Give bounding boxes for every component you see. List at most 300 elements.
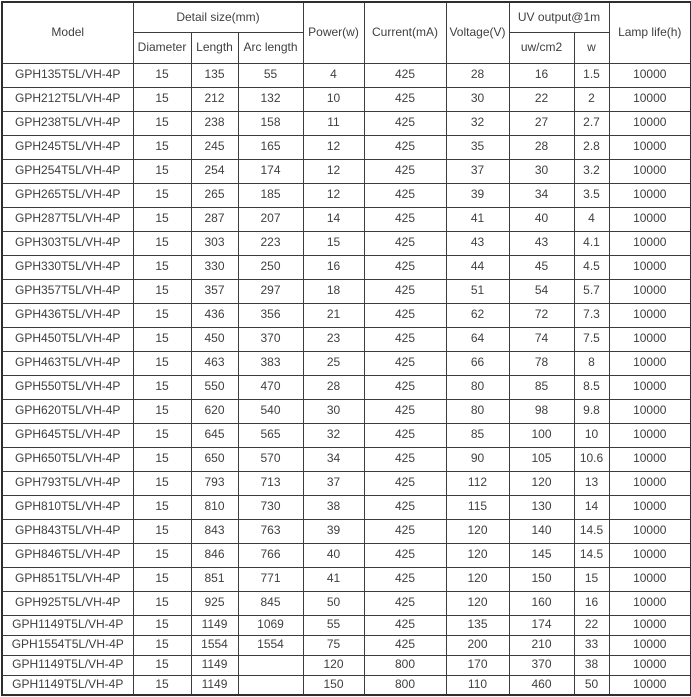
- value-cell: 16: [574, 591, 609, 615]
- value-cell: 132: [238, 87, 303, 111]
- value-cell: 15: [133, 567, 191, 591]
- value-cell: 55: [238, 63, 303, 87]
- value-cell: 925: [191, 591, 238, 615]
- value-cell: 425: [364, 447, 446, 471]
- value-cell: 18: [303, 279, 364, 303]
- value-cell: 425: [364, 279, 446, 303]
- value-cell: 112: [446, 471, 509, 495]
- value-cell: 74: [509, 327, 574, 351]
- value-cell: 15: [133, 207, 191, 231]
- value-cell: 9.8: [574, 399, 609, 423]
- value-cell: 10000: [609, 279, 691, 303]
- value-cell: 22: [509, 87, 574, 111]
- value-cell: 843: [191, 519, 238, 543]
- value-cell: 10000: [609, 159, 691, 183]
- value-cell: 15: [133, 615, 191, 635]
- table-row: [2, 375, 691, 399]
- value-cell: 37: [446, 159, 509, 183]
- value-cell: 15: [133, 135, 191, 159]
- value-cell: 72: [509, 303, 574, 327]
- value-cell: 5.7: [574, 279, 609, 303]
- value-cell: 30: [303, 399, 364, 423]
- value-cell: 32: [303, 423, 364, 447]
- model-cell: GPH463T5L/VH-4P: [2, 351, 133, 375]
- value-cell: 120: [303, 655, 364, 675]
- value-cell: 28: [303, 375, 364, 399]
- value-cell: 15: [133, 63, 191, 87]
- model-cell: GPH1149T5L/VH-4P: [2, 615, 133, 635]
- value-cell: 105: [509, 447, 574, 471]
- model-cell: GPH245T5L/VH-4P: [2, 135, 133, 159]
- value-cell: 540: [238, 399, 303, 423]
- value-cell: 771: [238, 567, 303, 591]
- value-cell: 120: [446, 519, 509, 543]
- value-cell: 7.3: [574, 303, 609, 327]
- table-row: [2, 87, 691, 111]
- value-cell: 425: [364, 351, 446, 375]
- value-cell: 43: [446, 231, 509, 255]
- model-cell: GPH436T5L/VH-4P: [2, 303, 133, 327]
- value-cell: 425: [364, 303, 446, 327]
- value-cell: 150: [303, 675, 364, 695]
- value-cell: 66: [446, 351, 509, 375]
- lamp-spec-table: [1, 1, 691, 696]
- value-cell: 98: [509, 399, 574, 423]
- value-cell: 25: [303, 351, 364, 375]
- value-cell: 15: [133, 351, 191, 375]
- col-header-uv-output: UV output@1m: [509, 2, 609, 32]
- value-cell: 15: [133, 255, 191, 279]
- value-cell: 115: [446, 495, 509, 519]
- value-cell: 23: [303, 327, 364, 351]
- value-cell: 425: [364, 207, 446, 231]
- table-row: [2, 135, 691, 159]
- value-cell: 10000: [609, 327, 691, 351]
- value-cell: 730: [238, 495, 303, 519]
- value-cell: 85: [509, 375, 574, 399]
- value-cell: 50: [574, 675, 609, 695]
- value-cell: 357: [191, 279, 238, 303]
- value-cell: 10000: [609, 471, 691, 495]
- value-cell: 10000: [609, 423, 691, 447]
- col-header-diameter: Diameter: [133, 32, 191, 63]
- value-cell: 130: [509, 495, 574, 519]
- value-cell: 15: [133, 327, 191, 351]
- value-cell: 245: [191, 135, 238, 159]
- value-cell: 3.5: [574, 183, 609, 207]
- model-cell: GPH1149T5L/VH-4P: [2, 655, 133, 675]
- table-row: [2, 675, 691, 695]
- value-cell: 39: [303, 519, 364, 543]
- value-cell: 1149: [191, 655, 238, 675]
- value-cell: 35: [446, 135, 509, 159]
- value-cell: 15: [133, 303, 191, 327]
- model-cell: GPH620T5L/VH-4P: [2, 399, 133, 423]
- model-cell: GPH1149T5L/VH-4P: [2, 675, 133, 695]
- value-cell: 2.8: [574, 135, 609, 159]
- value-cell: 10000: [609, 567, 691, 591]
- value-cell: 11: [303, 111, 364, 135]
- value-cell: 120: [509, 471, 574, 495]
- value-cell: 15: [574, 567, 609, 591]
- value-cell: 425: [364, 423, 446, 447]
- value-cell: 10000: [609, 135, 691, 159]
- value-cell: 4: [303, 63, 364, 87]
- value-cell: 425: [364, 375, 446, 399]
- value-cell: 54: [509, 279, 574, 303]
- value-cell: 12: [303, 135, 364, 159]
- value-cell: 15: [133, 159, 191, 183]
- value-cell: 110: [446, 675, 509, 695]
- col-header-w: w: [574, 32, 609, 63]
- col-header-lamp-life: Lamp life(h): [609, 2, 691, 63]
- value-cell: 330: [191, 255, 238, 279]
- value-cell: 15: [133, 591, 191, 615]
- model-cell: GPH254T5L/VH-4P: [2, 159, 133, 183]
- value-cell: 39: [446, 183, 509, 207]
- value-cell: 10000: [609, 615, 691, 635]
- table-row: [2, 635, 691, 655]
- value-cell: 713: [238, 471, 303, 495]
- value-cell: 10000: [609, 207, 691, 231]
- model-cell: GPH238T5L/VH-4P: [2, 111, 133, 135]
- value-cell: 13: [574, 471, 609, 495]
- value-cell: 12: [303, 183, 364, 207]
- value-cell: 303: [191, 231, 238, 255]
- value-cell: 10000: [609, 111, 691, 135]
- value-cell: 207: [238, 207, 303, 231]
- value-cell: 10000: [609, 655, 691, 675]
- value-cell: 15: [133, 231, 191, 255]
- table-row: [2, 207, 691, 231]
- value-cell: 50: [303, 591, 364, 615]
- value-cell: 763: [238, 519, 303, 543]
- value-cell: 185: [238, 183, 303, 207]
- table-row: [2, 399, 691, 423]
- value-cell: 425: [364, 495, 446, 519]
- value-cell: 62: [446, 303, 509, 327]
- table-row: [2, 279, 691, 303]
- value-cell: 425: [364, 591, 446, 615]
- value-cell: 10000: [609, 675, 691, 695]
- value-cell: 425: [364, 231, 446, 255]
- value-cell: 15: [133, 519, 191, 543]
- value-cell: 10000: [609, 635, 691, 655]
- value-cell: 356: [238, 303, 303, 327]
- value-cell: 80: [446, 375, 509, 399]
- value-cell: 100: [509, 423, 574, 447]
- table-row: [2, 471, 691, 495]
- value-cell: 297: [238, 279, 303, 303]
- value-cell: 450: [191, 327, 238, 351]
- value-cell: 425: [364, 399, 446, 423]
- value-cell: 565: [238, 423, 303, 447]
- model-cell: GPH450T5L/VH-4P: [2, 327, 133, 351]
- value-cell: 645: [191, 423, 238, 447]
- table-row: [2, 543, 691, 567]
- col-header-power: Power(w): [303, 2, 364, 63]
- value-cell: 2.7: [574, 111, 609, 135]
- value-cell: 30: [446, 87, 509, 111]
- value-cell: 14: [574, 495, 609, 519]
- table-row: [2, 183, 691, 207]
- value-cell: 425: [364, 159, 446, 183]
- value-cell: 10000: [609, 183, 691, 207]
- value-cell: 33: [574, 635, 609, 655]
- value-cell: 34: [303, 447, 364, 471]
- value-cell: 10000: [609, 375, 691, 399]
- model-cell: GPH135T5L/VH-4P: [2, 63, 133, 87]
- value-cell: 793: [191, 471, 238, 495]
- value-cell: 4.1: [574, 231, 609, 255]
- value-cell: 165: [238, 135, 303, 159]
- value-cell: 10000: [609, 303, 691, 327]
- table-row: [2, 351, 691, 375]
- value-cell: 550: [191, 375, 238, 399]
- value-cell: 10000: [609, 351, 691, 375]
- value-cell: 15: [133, 471, 191, 495]
- value-cell: 15: [303, 231, 364, 255]
- value-cell: 10000: [609, 87, 691, 111]
- value-cell: 135: [191, 63, 238, 87]
- value-cell: 14: [303, 207, 364, 231]
- model-cell: GPH303T5L/VH-4P: [2, 231, 133, 255]
- value-cell: 1554: [238, 635, 303, 655]
- value-cell: 30: [509, 159, 574, 183]
- value-cell: 10000: [609, 519, 691, 543]
- value-cell: [238, 675, 303, 695]
- value-cell: 90: [446, 447, 509, 471]
- value-cell: 845: [238, 591, 303, 615]
- value-cell: 10000: [609, 255, 691, 279]
- value-cell: 250: [238, 255, 303, 279]
- value-cell: 22: [574, 615, 609, 635]
- col-header-voltage: Voltage(V): [446, 2, 509, 63]
- value-cell: 10.6: [574, 447, 609, 471]
- value-cell: 287: [191, 207, 238, 231]
- model-cell: GPH330T5L/VH-4P: [2, 255, 133, 279]
- value-cell: 200: [446, 635, 509, 655]
- value-cell: 40: [303, 543, 364, 567]
- model-cell: GPH357T5L/VH-4P: [2, 279, 133, 303]
- value-cell: 38: [303, 495, 364, 519]
- value-cell: 3.2: [574, 159, 609, 183]
- value-cell: 1069: [238, 615, 303, 635]
- value-cell: 15: [133, 655, 191, 675]
- col-header-length: Length: [191, 32, 238, 63]
- table-row: [2, 303, 691, 327]
- value-cell: 15: [133, 635, 191, 655]
- value-cell: 370: [509, 655, 574, 675]
- value-cell: 41: [446, 207, 509, 231]
- value-cell: 145: [509, 543, 574, 567]
- col-header-uw-cm2: uw/cm2: [509, 32, 574, 63]
- value-cell: 78: [509, 351, 574, 375]
- value-cell: 238: [191, 111, 238, 135]
- model-cell: GPH810T5L/VH-4P: [2, 495, 133, 519]
- value-cell: 223: [238, 231, 303, 255]
- value-cell: 425: [364, 183, 446, 207]
- value-cell: 2: [574, 87, 609, 111]
- value-cell: 370: [238, 327, 303, 351]
- value-cell: 120: [446, 543, 509, 567]
- value-cell: 15: [133, 399, 191, 423]
- table-row: [2, 423, 691, 447]
- value-cell: 140: [509, 519, 574, 543]
- value-cell: 10000: [609, 591, 691, 615]
- table-row: [2, 63, 691, 87]
- value-cell: 80: [446, 399, 509, 423]
- value-cell: 210: [509, 635, 574, 655]
- table-body: [2, 63, 691, 695]
- value-cell: 55: [303, 615, 364, 635]
- model-cell: GPH645T5L/VH-4P: [2, 423, 133, 447]
- value-cell: 15: [133, 543, 191, 567]
- table-row: [2, 255, 691, 279]
- value-cell: 425: [364, 255, 446, 279]
- table-row: [2, 615, 691, 635]
- value-cell: 570: [238, 447, 303, 471]
- value-cell: 10000: [609, 543, 691, 567]
- value-cell: 40: [509, 207, 574, 231]
- value-cell: 170: [446, 655, 509, 675]
- value-cell: 460: [509, 675, 574, 695]
- value-cell: 810: [191, 495, 238, 519]
- value-cell: 15: [133, 111, 191, 135]
- value-cell: 212: [191, 87, 238, 111]
- value-cell: 15: [133, 279, 191, 303]
- table-row: [2, 567, 691, 591]
- table-row: [2, 519, 691, 543]
- value-cell: 15: [133, 423, 191, 447]
- value-cell: 800: [364, 655, 446, 675]
- value-cell: 425: [364, 471, 446, 495]
- value-cell: 4.5: [574, 255, 609, 279]
- model-cell: GPH287T5L/VH-4P: [2, 207, 133, 231]
- value-cell: 10000: [609, 399, 691, 423]
- value-cell: 846: [191, 543, 238, 567]
- value-cell: 800: [364, 675, 446, 695]
- value-cell: 15: [133, 375, 191, 399]
- value-cell: 174: [238, 159, 303, 183]
- value-cell: 10000: [609, 447, 691, 471]
- table-row: [2, 591, 691, 615]
- value-cell: 15: [133, 675, 191, 695]
- value-cell: 51: [446, 279, 509, 303]
- value-cell: 425: [364, 111, 446, 135]
- value-cell: 436: [191, 303, 238, 327]
- value-cell: 150: [509, 567, 574, 591]
- value-cell: 28: [509, 135, 574, 159]
- value-cell: 425: [364, 543, 446, 567]
- value-cell: 383: [238, 351, 303, 375]
- value-cell: 425: [364, 519, 446, 543]
- value-cell: 8: [574, 351, 609, 375]
- value-cell: 265: [191, 183, 238, 207]
- value-cell: 85: [446, 423, 509, 447]
- value-cell: 10000: [609, 231, 691, 255]
- value-cell: 37: [303, 471, 364, 495]
- value-cell: 851: [191, 567, 238, 591]
- model-cell: GPH925T5L/VH-4P: [2, 591, 133, 615]
- model-cell: GPH851T5L/VH-4P: [2, 567, 133, 591]
- col-header-detail-size: Detail size(mm): [133, 2, 303, 32]
- value-cell: 425: [364, 327, 446, 351]
- value-cell: 64: [446, 327, 509, 351]
- value-cell: 28: [446, 63, 509, 87]
- table-row: [2, 447, 691, 471]
- value-cell: 10: [303, 87, 364, 111]
- value-cell: 15: [133, 87, 191, 111]
- value-cell: 766: [238, 543, 303, 567]
- value-cell: 75: [303, 635, 364, 655]
- value-cell: 10: [574, 423, 609, 447]
- value-cell: 254: [191, 159, 238, 183]
- model-cell: GPH650T5L/VH-4P: [2, 447, 133, 471]
- value-cell: 8.5: [574, 375, 609, 399]
- value-cell: 425: [364, 615, 446, 635]
- table-row: [2, 495, 691, 519]
- model-cell: GPH1554T5L/VH-4P: [2, 635, 133, 655]
- value-cell: 10000: [609, 495, 691, 519]
- value-cell: 120: [446, 567, 509, 591]
- table-row: [2, 327, 691, 351]
- model-cell: GPH550T5L/VH-4P: [2, 375, 133, 399]
- value-cell: 650: [191, 447, 238, 471]
- value-cell: 41: [303, 567, 364, 591]
- value-cell: 15: [133, 183, 191, 207]
- value-cell: 1.5: [574, 63, 609, 87]
- value-cell: 15: [133, 495, 191, 519]
- table-row: [2, 231, 691, 255]
- value-cell: 38: [574, 655, 609, 675]
- value-cell: 12: [303, 159, 364, 183]
- value-cell: 174: [509, 615, 574, 635]
- value-cell: 120: [446, 591, 509, 615]
- model-cell: GPH212T5L/VH-4P: [2, 87, 133, 111]
- value-cell: 16: [509, 63, 574, 87]
- model-cell: GPH793T5L/VH-4P: [2, 471, 133, 495]
- value-cell: 32: [446, 111, 509, 135]
- table-row: [2, 159, 691, 183]
- value-cell: 14.5: [574, 519, 609, 543]
- value-cell: 158: [238, 111, 303, 135]
- value-cell: 135: [446, 615, 509, 635]
- value-cell: 1149: [191, 675, 238, 695]
- value-cell: 425: [364, 63, 446, 87]
- col-header-model: Model: [2, 2, 133, 63]
- value-cell: 425: [364, 635, 446, 655]
- table-row: [2, 655, 691, 675]
- value-cell: 16: [303, 255, 364, 279]
- value-cell: 7.5: [574, 327, 609, 351]
- value-cell: 425: [364, 87, 446, 111]
- value-cell: [238, 655, 303, 675]
- value-cell: 43: [509, 231, 574, 255]
- table-row: [2, 111, 691, 135]
- value-cell: 15: [133, 447, 191, 471]
- model-cell: GPH843T5L/VH-4P: [2, 519, 133, 543]
- value-cell: 27: [509, 111, 574, 135]
- value-cell: 4: [574, 207, 609, 231]
- value-cell: 45: [509, 255, 574, 279]
- value-cell: 34: [509, 183, 574, 207]
- value-cell: 1554: [191, 635, 238, 655]
- value-cell: 14.5: [574, 543, 609, 567]
- value-cell: 470: [238, 375, 303, 399]
- value-cell: 463: [191, 351, 238, 375]
- value-cell: 425: [364, 135, 446, 159]
